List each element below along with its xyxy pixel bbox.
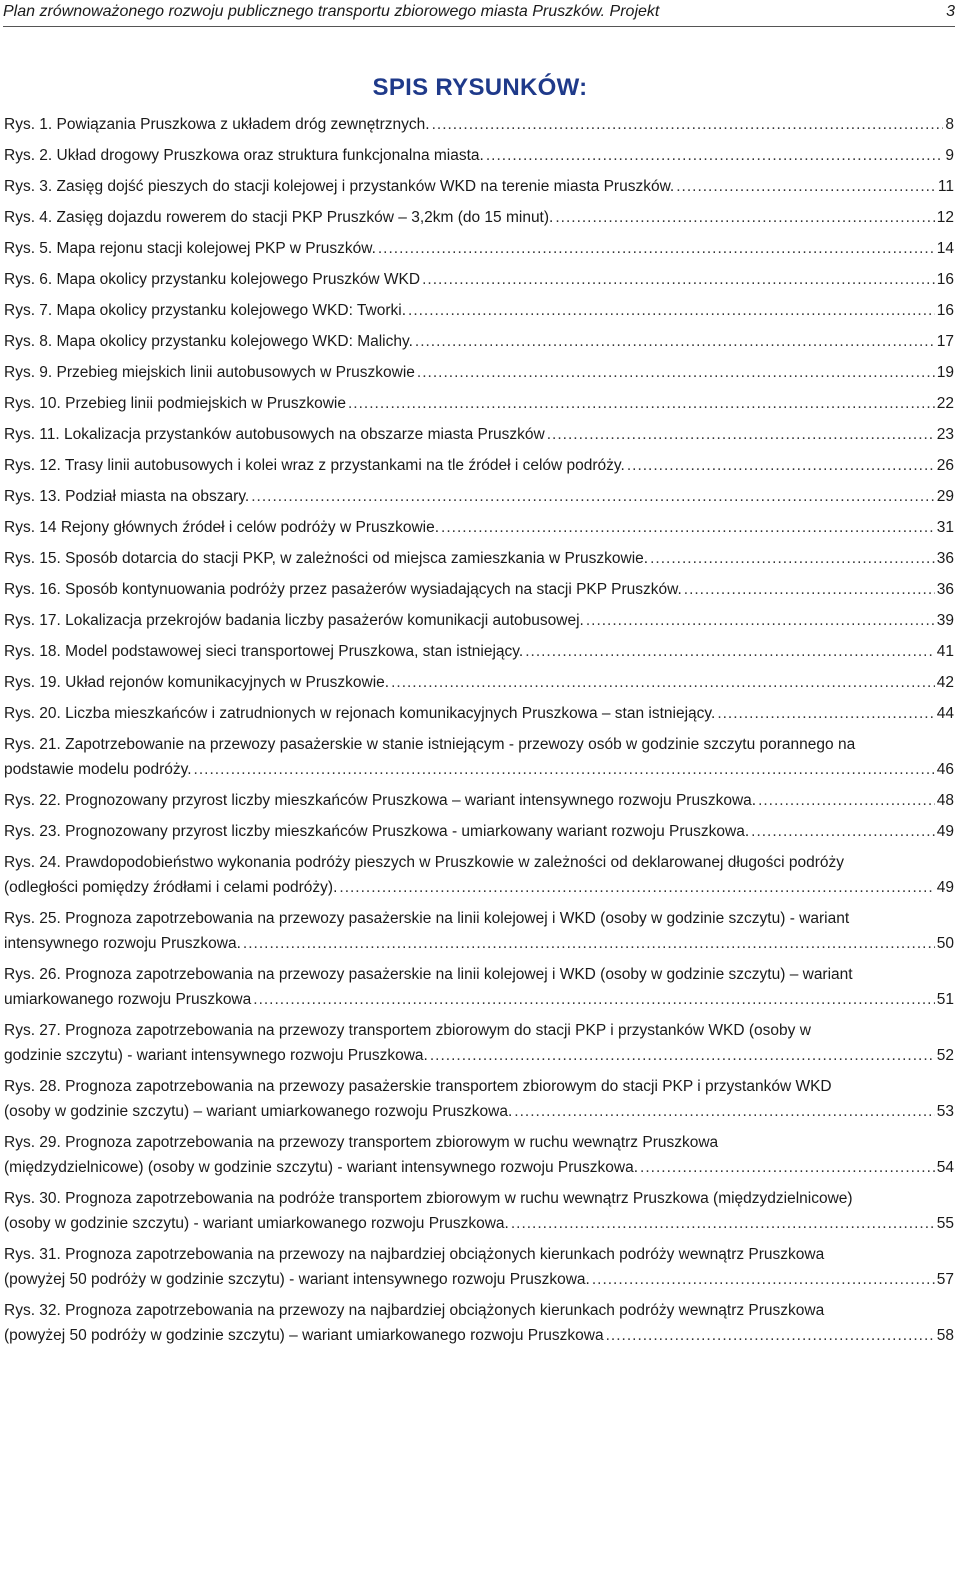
figure-entry-text: Rys. 17. Lokalizacja przekrojów badania liczby pasażerów komunikacji autobusowej. [4,612,584,629]
document-title: Plan zrównoważonego rozwoju publicznego transportu zbiorowego miasta Pruszków. Projekt [3,3,660,20]
figure-entry[interactable] [4,962,954,1012]
figure-entry[interactable] [4,298,954,323]
dot-leader [415,329,935,354]
figure-page-number: 49 [936,879,954,896]
figure-entry-text-continued: podstawie modelu podróży. [4,761,192,778]
figure-entry-text: Rys. 32. Prognoza zapotrzebowania na przewozy na najbardziej obciążonych kierunkach podróży wewnątrz Pruszkowa [4,1302,825,1319]
figure-page-number: 55 [936,1215,954,1232]
dot-leader [627,453,935,478]
figure-entry[interactable] [4,577,954,602]
figure-entry-text: Rys. 23. Prognozowany przyrost liczby mieszkańców Pruszkowa - umiarkowany wariant rozwoju Pruszkowa. [4,823,750,840]
figure-page-number: 8 [945,116,954,133]
figure-entry-text: Rys. 5. Mapa rejonu stacji kolejowej PKP w Pruszków. [4,240,376,257]
figure-page-number: 41 [936,643,954,660]
figure-entry-text: Rys. 24. Prawdopodobieństwo wykonania podróży pieszych w Pruszkowie w zależności od deklarowanej długości podróży [4,854,845,871]
figure-entry[interactable] [4,1298,954,1348]
figure-page-number: 48 [936,792,954,809]
dot-leader [194,757,935,782]
figure-entry-text: Rys. 10. Przebieg linii podmiejskich w Pruszkowie [4,395,346,412]
figure-entry-text: Rys. 19. Układ rejonów komunikacyjnych w Pruszkowie. [4,674,390,691]
figure-entry-text: Rys. 4. Zasięg dojazdu rowerem do stacji PKP Pruszków – 3,2km (do 15 minut). [4,209,554,226]
figure-entry[interactable] [4,850,954,900]
figure-page-number: 52 [936,1047,954,1064]
figure-entry-text: Rys. 13. Podział miasta na obszary. [4,488,250,505]
dot-leader [391,670,935,695]
figure-entry-text: Rys. 2. Układ drogowy Pruszkowa oraz struktura funkcjonalna miasta. [4,147,484,164]
section-heading: SPIS RYSUNKÓW: [372,74,588,101]
figure-entry[interactable] [4,143,954,168]
figure-page-number: 14 [936,240,954,257]
figure-entry-text: Rys. 25. Prognoza zapotrzebowania na przewozy pasażerskie na linii kolejowej i WKD (osoby w godzinie szczytu) - wariant [4,910,850,927]
figure-entry-text: Rys. 1. Powiązania Pruszkowa z układem dróg zewnętrznych. [4,116,430,133]
figure-page-number: 36 [936,550,954,567]
figure-entry-last-line [4,1099,954,1124]
figure-entry[interactable] [4,1074,954,1124]
figure-page-number: 16 [936,271,954,288]
figure-page-number: 51 [936,991,954,1008]
figure-page-number: 11 [937,178,954,195]
dot-leader [606,1323,935,1348]
figure-page-number: 49 [936,823,954,840]
figure-entry-last-line [4,757,954,782]
dot-leader [676,174,936,199]
figure-entry[interactable] [4,205,954,230]
figure-entry[interactable] [4,174,954,199]
figure-entry-last-line [4,1043,954,1068]
figure-entry-last-line [4,875,954,900]
figure-entry-text: Rys. 21. Zapotrzebowanie na przewozy pasażerskie w stanie istniejącym - przewozy osób w godzinie szczytu porannego na [4,736,856,753]
figure-entry-text: Rys. 27. Prognoza zapotrzebowania na przewozy transportem zbiorowym do stacji PKP i przystanków WKD (osoby w [4,1022,811,1039]
figure-entry-last-line [4,987,954,1012]
dot-leader [511,1211,935,1236]
dot-leader [592,1267,935,1292]
figure-entry-text: Rys. 20. Liczba mieszkańców i zatrudnionych w rejonach komunikacyjnych Pruszkowa – stan istniejący. [4,705,716,722]
figure-entry[interactable] [4,701,954,726]
figure-page-number: 9 [945,147,954,164]
figure-entry-text-continued: umiarkowanego rozwoju Pruszkowa [4,991,252,1008]
figure-entry-text-continued: (powyżej 50 podróży w godzinie szczytu) – wariant umiarkowanego rozwoju Pruszkowa [4,1327,604,1344]
dot-leader [253,987,934,1012]
figure-entry[interactable] [4,112,954,137]
dot-leader [378,236,935,261]
figure-entry-last-line [4,1323,954,1348]
figure-entry-text-continued: godzinie szczytu) - wariant intensywnego rozwoju Pruszkowa. [4,1047,428,1064]
figure-page-number: 42 [936,674,954,691]
figure-entry[interactable] [4,1242,954,1292]
dot-leader [430,1043,935,1068]
figure-entry-text: Rys. 26. Prognoza zapotrzebowania na przewozy pasażerskie na linii kolejowej i WKD (osoby w godzinie szczytu) – wariant [4,966,853,983]
dot-leader [751,819,935,844]
figure-entry-text: Rys. 8. Mapa okolicy przystanku kolejowego WKD: Malichy. [4,333,413,350]
dot-leader [640,1155,935,1180]
figure-entry-text: Rys. 3. Zasięg dojść pieszych do stacji kolejowej i przystanków WKD na terenie miasta Pruszków. [4,178,675,195]
dot-leader [555,205,934,230]
figure-entry-last-line [4,931,954,956]
figure-entry-text-continued: (osoby w godzinie szczytu) - wariant umiarkowanego rozwoju Pruszkowa. [4,1215,509,1232]
figure-entry-text: Rys. 11. Lokalizacja przystanków autobusowych na obszarze miasta Pruszków [4,426,545,443]
figure-entry-text: Rys. 31. Prognoza zapotrzebowania na przewozy na najbardziej obciążonych kierunkach podróży wewnątrz Pruszkowa [4,1246,825,1263]
figure-entry[interactable] [4,608,954,633]
figure-entry-last-line [4,1211,954,1236]
figure-entry[interactable] [4,484,954,509]
figure-entry-text: Rys. 18. Model podstawowej sieci transportowej Pruszkowa, stan istniejący. [4,643,524,660]
figure-page-number: 57 [936,1271,954,1288]
figure-page-number: 22 [936,395,954,412]
figure-entry-text: Rys. 7. Mapa okolicy przystanku kolejowego WKD: Tworki. [4,302,407,319]
figure-page-number: 17 [936,333,954,350]
figure-page-number: 26 [936,457,954,474]
figure-entry-text: Rys. 12. Trasy linii autobusowych i kolei wraz z przystankami na tle źródeł i celów podróży. [4,457,625,474]
figure-entry[interactable] [4,515,954,540]
dot-leader [547,422,935,447]
dot-leader [650,546,935,571]
figure-page-number: 44 [936,705,954,722]
figure-entry[interactable] [4,1186,954,1236]
figure-entry[interactable] [4,639,954,664]
dot-leader [717,701,934,726]
figure-entry-text: Rys. 15. Sposób dotarcia do stacji PKP, w zależności od miejsca zamieszkania w Pruszkowie. [4,550,649,567]
figure-entry[interactable] [4,788,954,813]
dot-leader [586,608,935,633]
figure-entry-text: Rys. 28. Prognoza zapotrzebowania na przewozy pasażerskie transportem zbiorowym do stacji PKP i przystanków WKD [4,1078,832,1095]
figure-entry-last-line [4,1267,954,1292]
figure-entry-text-continued: (osoby w godzinie szczytu) – wariant umiarkowanego rozwoju Pruszkowa. [4,1103,513,1120]
figure-entry-text: Rys. 9. Przebieg miejskich linii autobusowych w Pruszkowie [4,364,415,381]
figure-page-number: 39 [936,612,954,629]
dot-leader [243,931,935,956]
figure-page-number: 12 [936,209,954,226]
dot-leader [422,267,935,292]
figure-entry[interactable] [4,732,954,782]
figure-entry[interactable] [4,236,954,261]
figure-entry-text-continued: (odległości pomiędzy źródłami i celami podróży). [4,879,338,896]
figure-entry[interactable] [4,1018,954,1068]
figure-entry-text-continued: (międzydzielnicowe) (osoby w godzinie szczytu) - wariant intensywnego rozwoju Pruszkowa. [4,1159,639,1176]
figure-entry[interactable] [4,391,954,416]
dot-leader [417,360,935,385]
figure-entry[interactable] [4,670,954,695]
dot-leader [525,639,935,664]
dot-leader [486,143,944,168]
figure-page-number: 50 [936,935,954,952]
figure-entry[interactable] [4,453,954,478]
figure-entry-text: Rys. 29. Prognoza zapotrzebowania na przewozy transportem zbiorowym w ruchu wewnątrz Pruszkowa [4,1134,719,1151]
page-number: 3 [946,3,955,20]
figure-page-number: 36 [936,581,954,598]
figure-entry[interactable] [4,329,954,354]
dot-leader [441,515,935,540]
dot-leader [251,484,935,509]
dot-leader [348,391,935,416]
figure-entry-text: Rys. 22. Prognozowany przyrost liczby mieszkańców Pruszkowa – wariant intensywnego rozwoju Pruszkowa. [4,792,757,809]
figure-entry-last-line [4,1155,954,1180]
figure-page-number: 46 [936,761,954,778]
figure-entry[interactable] [4,360,954,385]
figure-entry-text: Rys. 16. Sposób kontynuowania podróży przez pasażerów wysiadających na stacji PKP Pruszków. [4,581,682,598]
figure-page-number: 54 [936,1159,954,1176]
figure-page-number: 23 [936,426,954,443]
figure-entry[interactable] [4,819,954,844]
dot-leader [684,577,935,602]
figure-page-number: 16 [936,302,954,319]
page-header [3,0,955,27]
figure-page-number: 58 [936,1327,954,1344]
figure-page-number: 29 [936,488,954,505]
figure-entry-text: Rys. 6. Mapa okolicy przystanku kolejowego Pruszków WKD [4,271,421,288]
dot-leader [432,112,944,137]
dot-leader [339,875,934,900]
figure-entry-text: Rys. 30. Prognoza zapotrzebowania na podróże transportem zbiorowym w ruchu wewnątrz Pruszkowa (międzydzielnicowe) [4,1190,853,1207]
dot-leader [408,298,935,323]
figure-page-number: 53 [936,1103,954,1120]
figure-page-number: 19 [936,364,954,381]
dot-leader [514,1099,934,1124]
figure-entry[interactable] [4,1130,954,1180]
figure-list [4,112,954,1354]
figure-page-number: 31 [936,519,954,536]
figure-entry[interactable] [4,422,954,447]
dot-leader [758,788,935,813]
figure-entry-text: Rys. 14 Rejony głównych źródeł i celów podróży w Pruszkowie. [4,519,440,536]
figure-entry[interactable] [4,267,954,292]
figure-entry[interactable] [4,546,954,571]
figure-entry-text-continued: intensywnego rozwoju Pruszkowa. [4,935,241,952]
figure-entry[interactable] [4,906,954,956]
figure-entry-text-continued: (powyżej 50 podróży w godzinie szczytu) - wariant intensywnego rozwoju Pruszkowa. [4,1271,590,1288]
